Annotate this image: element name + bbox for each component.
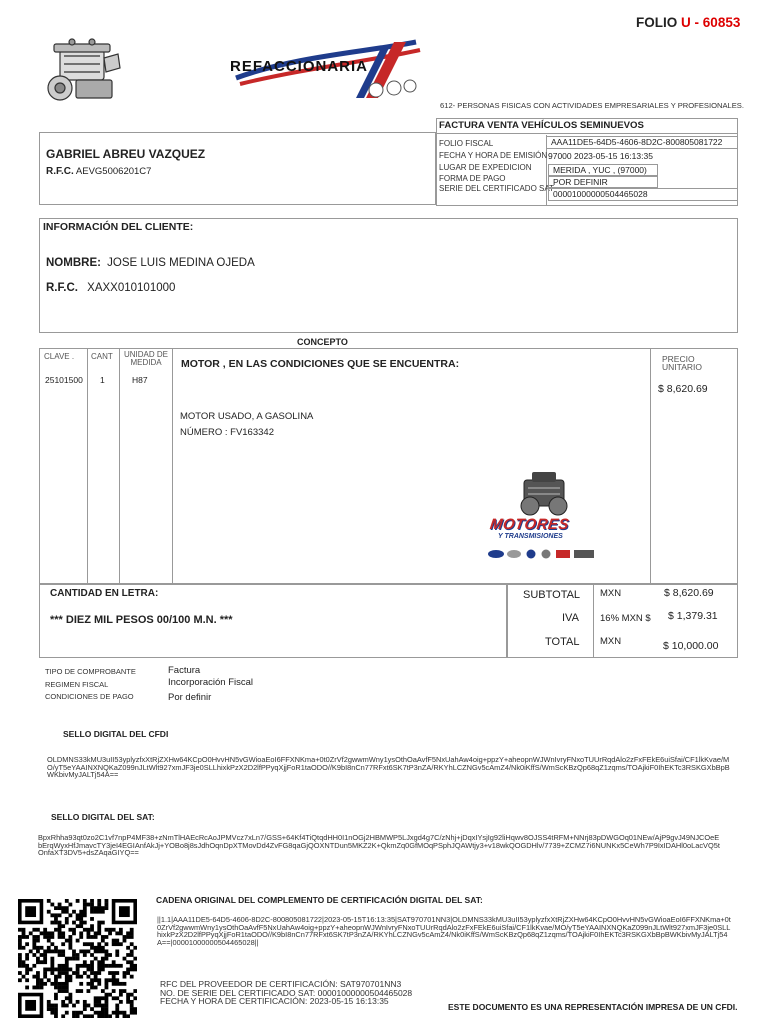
cadena-text: ||1.1|AAA11DE5-64D5-4606-8D2C-800805081722|2023-05-15T16:13:35|SAT970701NN3|OLDMNS33kMU3uII53yplyzfxXtRjZXHw64KCpO0HvvHN5vGWioaEoI6FFXNKma+0t0ZrVf2gwwmWny1ysOthOaAvfF5NxUahAw4oig+ppzY+aheopnWJWnIvryFNxoTUUrRqdAlo2zFxFEkE6uiSfai/CF1lkKvae/MO/yT5eYAAINXNQKaZ099nJLtWlt927xmJF3je0SLLhixkPzX2D2lfPPyqXjjFoR1taODO//K9bI8nCn77RFxt6SK7tP3nZA/RKYhLCZNGv5cAmZ4/Nk0iKffS/WmScKBzQp68qZ1zqms/TOAjkiF0IhEKTc3RSKGXbBpBWKbivMyJALTj54A==|00001000000504465028|| bbox=[157, 915, 731, 947]
item-cant: 1 bbox=[100, 375, 105, 385]
sello-cfdi-title: SELLO DIGITAL DEL CFDI bbox=[63, 729, 169, 739]
cliente-nombre-value: JOSE LUIS MEDINA OJEDA bbox=[107, 257, 255, 269]
folio-label: FOLIO bbox=[636, 15, 678, 30]
cert-serie-line: NO. DE SERIE DEL CERTIFICADO SAT: 00001000000504465028 bbox=[160, 988, 413, 998]
item-unidad: H87 bbox=[132, 375, 148, 385]
cert-rfc-line: RFC DEL PROVEEDOR DE CERTIFICACIÓN: SAT970701NN3 bbox=[160, 979, 402, 989]
subtotal-currency: MXN bbox=[600, 588, 622, 599]
cliente-box bbox=[39, 218, 738, 333]
brand-name: REFACCIONARIA bbox=[230, 58, 369, 75]
cliente-section-title: INFORMACIÓN DEL CLIENTE: bbox=[43, 221, 194, 233]
folio bbox=[636, 15, 740, 30]
subtotal-value: $ 8,620.69 bbox=[664, 587, 714, 599]
motores-logo-subtext: Y TRANSMISIONES bbox=[498, 533, 563, 540]
item-descripcion-linea: MOTOR USADO, A GASOLINA bbox=[180, 411, 314, 422]
total-currency: MXN bbox=[600, 636, 622, 647]
concepto-title: CONCEPTO bbox=[297, 337, 348, 347]
emisor-rfc bbox=[46, 166, 151, 177]
total-label: TOTAL bbox=[545, 636, 580, 648]
condiciones-pago-label: CONDICIONES DE PAGO bbox=[45, 692, 134, 701]
tipo-comprobante-value: Factura bbox=[168, 665, 201, 676]
factura-row-label: SERIE DEL CERTIFICADO SAT bbox=[439, 184, 554, 193]
factura-row-value: 97000 2023-05-15 16:13:35 bbox=[548, 151, 653, 161]
total-value: $ 10,000.00 bbox=[663, 640, 719, 652]
factura-row-value: 00001000000504465028 bbox=[548, 188, 738, 201]
factura-row-value: MERIDA , YUC , (97000) bbox=[548, 164, 658, 176]
motores-logo-text: MOTORES bbox=[488, 516, 571, 533]
engine-illustration bbox=[42, 38, 124, 106]
factura-title: FACTURA VENTA VEHÍCULOS SEMINUEVOS bbox=[439, 120, 644, 131]
factura-row-label: FECHA Y HORA DE EMISIÓN bbox=[439, 151, 548, 160]
factura-row-label: FORMA DE PAGO bbox=[439, 174, 506, 183]
folio-dash: - bbox=[694, 15, 700, 30]
emisor-rfc-label: R.F.C. bbox=[46, 166, 74, 177]
tipo-comprobante-label: TIPO DE COMPROBANTE bbox=[45, 667, 136, 676]
cliente-rfc-value: XAXX010101000 bbox=[87, 282, 176, 294]
header-clave: CLAVE . bbox=[44, 352, 75, 361]
item-clave: 25101500 bbox=[45, 375, 83, 385]
cantidad-letra-label: CANTIDAD EN LETRA: bbox=[50, 588, 159, 599]
cliente-nombre bbox=[46, 257, 255, 269]
item-descripcion-linea: NÚMERO : FV163342 bbox=[180, 427, 274, 438]
item-precio: $ 8,620.69 bbox=[658, 383, 708, 395]
subtotal-label: SUBTOTAL bbox=[523, 589, 581, 601]
factura-row-value: AAA11DE5-64D5-4606-8D2C-800805081722 bbox=[546, 136, 738, 149]
condiciones-pago-value: Por definir bbox=[168, 692, 212, 703]
factura-row-label: LUGAR DE EXPEDICION bbox=[439, 163, 532, 172]
folio-number: 60853 bbox=[702, 15, 741, 30]
iva-rate: 16% MXN $ bbox=[600, 613, 651, 624]
motores-brands-icon bbox=[486, 548, 598, 560]
iva-value: $ 1,379.31 bbox=[668, 610, 718, 622]
motores-engine-icon bbox=[514, 470, 574, 516]
factura-row-label: FOLIO FISCAL bbox=[439, 139, 494, 148]
brand-logo bbox=[226, 38, 426, 102]
header-precio: PRECIO UNITARIO bbox=[662, 354, 702, 372]
cert-fecha-line: FECHA Y HORA DE CERTIFICACIÓN: 2023-05-15 16:13:35 bbox=[160, 996, 389, 1006]
regimen-fiscal-label: REGIMEN FISCAL bbox=[45, 680, 109, 689]
sello-cfdi-text: OLDMNS33kMU3uII53yplyzfxXtRjZXHw64KCpO0HvvHN5vGWioaEoI6FFXNKma+0t0ZrVf2gwwmWny1ysOthOaAvfF5NxUahAw4oig+ppzY+aheopnWJWnIvryFNxoTUUrRqdAlo2zFxFEkE6uiSfai/CF1lkKvae/MO/yT5eYAAINXNQKaZ099nJLtWlt927xmJF3je0SLLhixkPzX2D2lfPPyqXjjFoR1taODO//K9bI8nCn77RFxt6SK7tP3nZA/RKYhLCZNGv5cAmZ4/Nk0iKffS/WmScKBzQp68qZ1zqms/TOAjkiF0IhEKTc3RSKGXbBpBWKbivMyJALTj54A== bbox=[47, 755, 730, 780]
header-cant: CANT bbox=[91, 352, 113, 361]
sello-sat-text: BpxRhha93qt0zo2C1vf7npP4MF38+zNmTlHAEcRcAoJPMVcz7xLn7/GSS+64Kf4TiQtqdHH0I1nOGj2HBMWP5LJxgd4g7C/zNhj+jDqxIYsjIg92liHqwv8OJSS4tRFM+NNrj83pDWGOq01NEw/AjP9gvJ49NJCOeEbErqWyxHfJmavcTY3jeI4EGIAnfAkJj+YOBo8j8sJdhOqnDpXTMovDd4ZvFG8qaGjQOXNTDun5MKZ2K+QkmZq0GfMOqPSphJQAWtjy3+v18wkQOGDHlv/7739+ZCMZ7i6NUNKx5CeWh7P9IxIDAHl0oLacVQ5tOnfaXT3DV5+dsZAqaGIYQ== bbox=[38, 833, 720, 858]
cliente-nombre-label: NOMBRE: bbox=[46, 257, 101, 269]
header-unidad: UNIDAD DE MEDIDA bbox=[123, 350, 168, 367]
regimen-header: 612- PERSONAS FISICAS CON ACTIVIDADES EMPRESARIALES Y PROFESIONALES. bbox=[440, 101, 744, 110]
emisor-name: GABRIEL ABREU VAZQUEZ bbox=[46, 147, 206, 161]
qr-code bbox=[18, 899, 137, 1018]
emisor-rfc-value: AEVG5006201C7 bbox=[75, 166, 152, 177]
cantidad-letra-value: *** DIEZ MIL PESOS 00/100 M.N. *** bbox=[50, 614, 233, 626]
item-descripcion-titulo: MOTOR , EN LAS CONDICIONES QUE SE ENCUENTRA: bbox=[181, 358, 460, 370]
footer-note: ESTE DOCUMENTO ES UNA REPRESENTACIÓN IMPRESA DE UN CFDI. bbox=[448, 1002, 738, 1012]
iva-label: IVA bbox=[562, 612, 579, 624]
cliente-rfc-label: R.F.C. bbox=[46, 282, 78, 294]
sello-sat-title: SELLO DIGITAL DEL SAT: bbox=[51, 812, 155, 822]
motores-logo bbox=[484, 470, 602, 562]
cliente-rfc bbox=[46, 282, 175, 294]
factura-row-value: POR DEFINIR bbox=[548, 176, 658, 188]
regimen-fiscal-value: Incorporación Fiscal bbox=[168, 677, 254, 688]
cadena-title: CADENA ORIGINAL DEL COMPLEMENTO DE CERTIFICACIÓN DIGITAL DEL SAT: bbox=[156, 895, 483, 905]
folio-series: U bbox=[681, 15, 691, 30]
